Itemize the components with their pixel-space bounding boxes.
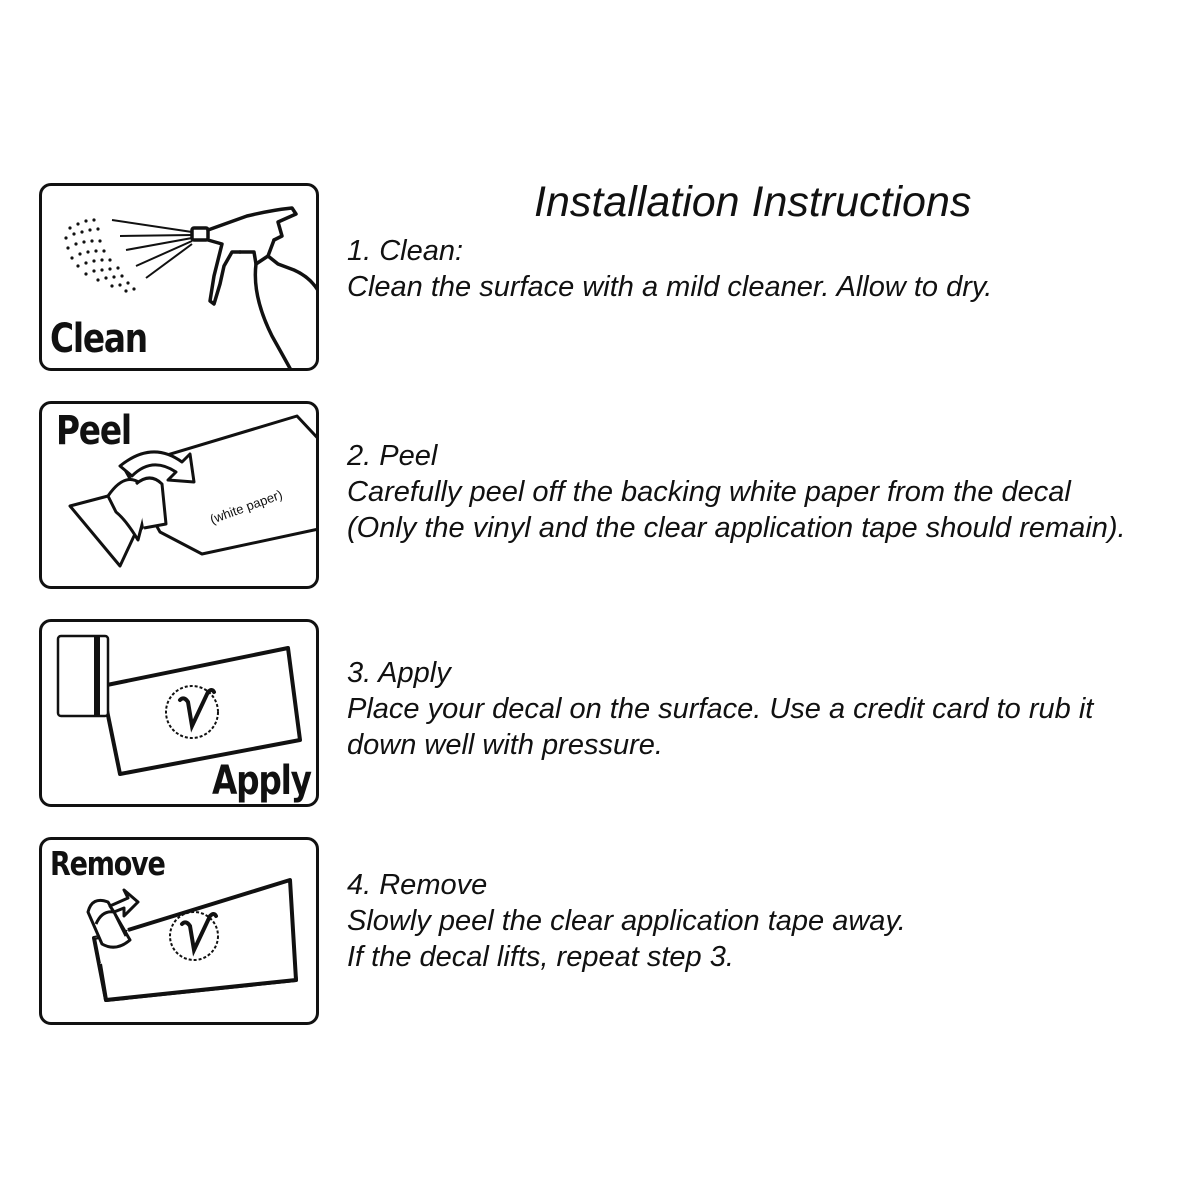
remove-panel <box>39 837 319 1025</box>
bottle-outline <box>192 208 319 371</box>
step-line: Clean the surface with a mild cleaner. Allow to dry. <box>347 271 993 303</box>
peel-caption: (white paper) <box>207 486 285 527</box>
spray-mist-dots <box>64 218 135 292</box>
apply-label: Apply <box>212 758 311 804</box>
step-line: Slowly peel the clear application tape away. <box>347 905 906 937</box>
step-peel <box>347 438 1187 546</box>
apply-panel <box>39 619 319 807</box>
step-heading: 1. Clean: <box>347 235 464 267</box>
step-line: (Only the vinyl and the clear application tape should remain). <box>347 512 1126 544</box>
credit-card-icon <box>58 636 108 716</box>
page-title: Installation Instructions <box>534 178 972 226</box>
step-heading: 2. Peel <box>347 440 438 472</box>
spray-lines <box>112 220 192 278</box>
step-line: If the decal lifts, repeat step 3. <box>347 941 734 973</box>
clean-panel <box>39 183 319 371</box>
step-heading: 3. Apply <box>347 657 451 689</box>
step-apply <box>347 655 1187 763</box>
remove-label: Remove <box>50 844 165 883</box>
step-clean <box>347 233 1187 305</box>
step-line: down well with pressure. <box>347 729 663 761</box>
step-line: Place your decal on the surface. Use a credit card to rub it <box>347 693 1094 725</box>
peel-label: Peel <box>56 408 131 454</box>
step-remove <box>347 867 1187 975</box>
peel-panel <box>39 401 319 589</box>
clean-label: Clean <box>50 316 147 362</box>
step-heading: 4. Remove <box>347 869 488 901</box>
step-line: Carefully peel off the backing white paper from the decal <box>347 476 1071 508</box>
peel-curl <box>70 478 166 566</box>
